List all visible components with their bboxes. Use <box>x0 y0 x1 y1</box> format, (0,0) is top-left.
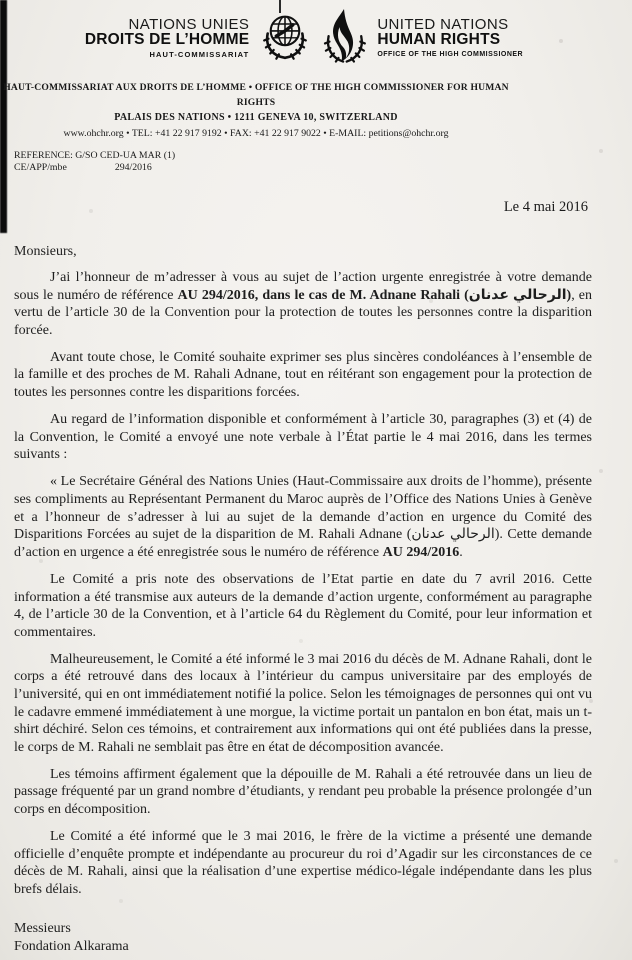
paragraph: Le Comité a été informé que le 3 mai 2016, le frère de la victime a présenté une demande officielle d’enquête prompte et indépendante au procureur du roi d’Agadir sur les circonstances de ce décès de M. Rahali, ainsi que la réalisation d’une expertise médico-légale indépendante dans les plus brefs délais. <box>14 829 592 897</box>
office-bilingual-line: HAUT-COMMISSARIAT AUX DROITS DE L’HOMME • OFFICE OF THE HIGH COMMISSIONER FOR HUMAN RIGHTS <box>3 82 509 108</box>
contact-line: www.ohchr.org • TEL: +41 22 917 9192 • FAX: +41 22 917 9022 • E-MAIL: petitions@ohchr.org <box>63 128 449 139</box>
reference-case-number: 294/2016 <box>114 161 152 173</box>
paragraph: Au regard de l’information disponible et conformément à l’article 30, paragraphes (3) et (4) de la Convention, le Comité a envoyé une note verbale à l’État partie le 4 mai 2016, dans les termes suivants : <box>14 412 592 463</box>
salutation: Monsieurs, <box>14 244 77 259</box>
reference-block <box>14 150 175 173</box>
addressee-block <box>14 920 592 956</box>
human-rights-flame-icon <box>321 9 367 72</box>
paragraph: J’ai l’honneur de m’adresser à vous au sujet de l’action urgente enregistrée à votre demande sous le numéro de référence AU 294/2016, dans le cas de M. Adnane Rahali (الرحالي عدنان), en vertu de l’article 30 de la Convention pour la protection de toutes les personnes contre la disparition forcée. <box>14 270 592 338</box>
letterhead-address-block <box>0 80 512 141</box>
letterhead-en-line1: UNITED NATIONS <box>377 16 509 33</box>
paragraph: Le Comité a pris note des observations de l’Etat partie en date du 7 avril 2016. Cette information a été transmise aux auteurs de la demande d’action urgente, conformément au paragraphe 4, de l’article 30 de la Convention, et à l’article 64 du Règlement du Comité, pour leur information et commentaires. <box>14 571 592 640</box>
letterhead-fr-line3: HAUT-COMMISSARIAT <box>149 50 250 59</box>
paragraph: « Le Secrétaire Général des Nations Unies (Haut-Commissaire aux droits de l’homme), présente ses compliments au Représentant Permanent du Maroc auprès de l’Office des Nations Unies à Genève et a l’honneur de s’adresser à lui au sujet de la demande d’action en urgence du Comité des Disparitions Forcées au sujet de la disparition de M. Rahali Adnane (الرحالي عدنان). Cette demande d’action en urgence a été enregistrée sous le numéro de référence AU 294/2016. <box>14 474 592 560</box>
paragraph: Les témoins affirment également que la dépouille de M. Rahali a été retrouvée dans un lieu de passage fréquenté par un grand nombre d’étudiants, y rendant peu probable la présence prolongée d’un corps en décomposition. <box>14 766 592 818</box>
date-line: Le 4 mai 2016 <box>503 199 588 215</box>
letterhead-fr-line2: DROITS DE L’HOMME <box>84 31 250 48</box>
addressee-salutation: Messieurs <box>14 920 71 936</box>
letterhead-en-line3: OFFICE OF THE HIGH COMMISSIONER <box>377 51 524 58</box>
letterhead <box>0 9 620 72</box>
paragraph: Malheureusement, le Comité a été informé le 3 mai 2016 du décès de M. Adnane Rahali, dont le corps a été retrouvé dans des locaux à l’intérieur du campus universitaire par des employés de l’université, qui en ont immédiatement notifié la police. Selon les témoignages de personnes qui ont vu le cadavre emmené immédiatement à une morgue, la victime portait un pantalon en bon état, mais un t-shirt déchiré. Selon ces témoins, et contrairement aux informations qui ont été publiées dans la presse, le corps de M. Rahali ne semblait pas être en état de décomposition avancée. <box>14 651 592 755</box>
letterhead-english-block <box>377 9 523 60</box>
paper-speckles <box>0 0 2 2</box>
paragraph: Avant toute chose, le Comité souhaite exprimer ses plus sincères condoléances à l’ensemble de la famille et des proches de M. Rahali Adnane, tout en réitérant son engagement pour la protection de toutes les personnes contre les disparitions forcées. <box>14 349 592 401</box>
letter-body <box>14 244 592 956</box>
un-emblem-icon <box>259 9 311 70</box>
palais-address-line: PALAIS DES NATIONS • 1211 GENEVA 10, SWITZERLAND <box>114 112 398 123</box>
letterhead-fr-line1: NATIONS UNIES <box>128 16 250 33</box>
reference-line1: REFERENCE: G/SO CED-UA MAR (1) <box>14 150 176 161</box>
reference-initials: CE/APP/mbe <box>14 161 67 173</box>
paragraphs <box>14 269 592 899</box>
letterhead-en-line2: HUMAN RIGHTS <box>377 31 501 48</box>
addressee-organization: Fondation Alkarama <box>14 938 129 954</box>
letterhead-french-block <box>85 9 249 60</box>
reference-line2 <box>14 162 175 174</box>
